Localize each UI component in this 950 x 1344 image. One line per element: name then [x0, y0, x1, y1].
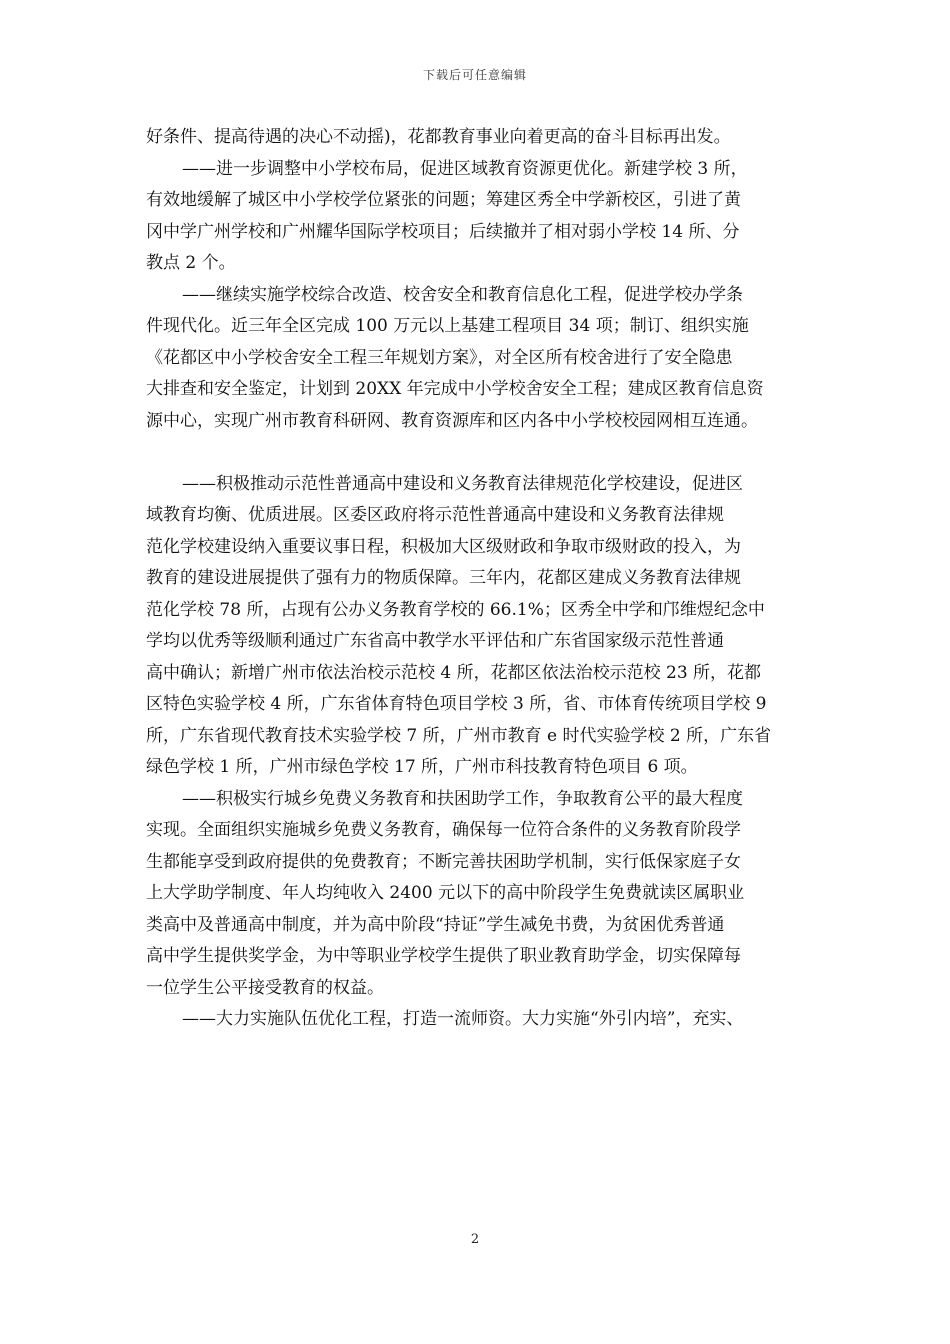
text-line: 件现代化。近三年全区完成 100 万元以上基建工程项目 34 项；制订、组织实施	[146, 316, 749, 336]
paragraph-start-line: ——进一步调整中小学校布局，促进区域教育资源更优化。新建学校 3 所，	[182, 158, 748, 179]
paragraph-start-line: ——继续实施学校综合改造、校舍安全和教育信息化工程，促进学校办学条	[182, 284, 743, 305]
text-line: 有效地缓解了城区中小学校学位紧张的问题；筹建区秀全中学新校区，引进了黄	[146, 190, 741, 210]
text-line: 学均以优秀等级顺利通过广东省高中教学水平评估和广东省国家级示范性普通	[146, 631, 724, 651]
page-header: 下载后可任意编辑	[422, 68, 527, 82]
page-number: 2	[470, 1232, 480, 1247]
text-line: 类高中及普通高中制度，并为高中阶段“持证”学生减免书费，为贫困优秀普通	[146, 914, 725, 935]
text-line: 生都能享受到政府提供的免费教育；不断完善扶困助学机制，实行低保家庭子女	[146, 851, 741, 872]
text-line: 一位学生公平接受教育的权益。	[146, 977, 384, 998]
text-line: 范化学校 78 所，占现有公办义务教育学校的 66.1%；区秀全中学和邝维煜纪念中	[146, 599, 765, 620]
text-line: 《花都区中小学校舍安全工程三年规划方案》，对全区所有校舍进行了安全隐患	[146, 347, 733, 368]
text-line: 高中学生提供奖学金，为中等职业学校学生提供了职业教育助学金，切实保障每	[146, 946, 741, 966]
text-line: 大排查和安全鉴定，计划到 20XX 年完成中小学校舍安全工程；建成区教育信息资	[146, 379, 764, 399]
text-line: 域教育均衡、优质进展。区委区政府将示范性普通高中建设和义务教育法律规	[146, 505, 724, 525]
paragraph-start-line: ——积极推动示范性普通高中建设和义务教育法律规范化学校建设，促进区	[182, 473, 743, 494]
document-body	[146, 122, 810, 1036]
paragraph-start-line: ——积极实行城乡免费义务教育和扶困助学工作，争取教育公平的最大程度	[182, 788, 743, 809]
text-line: 实现。全面组织实施城乡免费义务教育，确保每一位符合条件的义务教育阶段学	[146, 820, 741, 840]
paragraph-start-line: ——大力实施队伍优化工程，打造一流师资。大力实施“外引内培”，充实、	[182, 1009, 744, 1029]
text-line: 所，广东省现代教育技术实验学校 7 所，广州市教育 e 时代实验学校 2 所，广东省	[146, 725, 772, 746]
text-line: 范化学校建设纳入重要议事日程，积极加大区级财政和争取市级财政的投入，为	[146, 536, 741, 557]
text-line: 区特色实验学校 4 所，广东省体育特色项目学校 3 所，省、市体育传统项目学校 9	[146, 694, 767, 714]
blank-line	[146, 437, 810, 469]
text-line: 源中心，实现广州市教育科研网、教育资源库和区内各中小学校校园网相互连通。	[146, 410, 758, 431]
text-line: 高中确认；新增广州市依法治校示范校 4 所，花都区依法治校示范校 23 所，花都	[146, 662, 762, 683]
text-line: 教育的建设进展提供了强有力的物质保障。三年内，花都区建成义务教育法律规	[146, 568, 741, 588]
text-line: 上大学助学制度、年人均纯收入 2400 元以下的高中阶段学生免费就读区属职业	[146, 883, 745, 903]
text-line: 绿色学校 1 所，广州市绿色学校 17 所，广州市科技教育特色项目 6 项。	[146, 757, 698, 777]
text-line: 冈中学广州学校和广州耀华国际学校项目；后续撤并了相对弱小学校 14 所、分	[146, 221, 740, 242]
text-line: 教点 2 个。	[146, 253, 236, 273]
text-line: 好条件、提高待遇的决心不动摇)，花都教育事业向着更高的奋斗目标再出发。	[146, 127, 731, 147]
